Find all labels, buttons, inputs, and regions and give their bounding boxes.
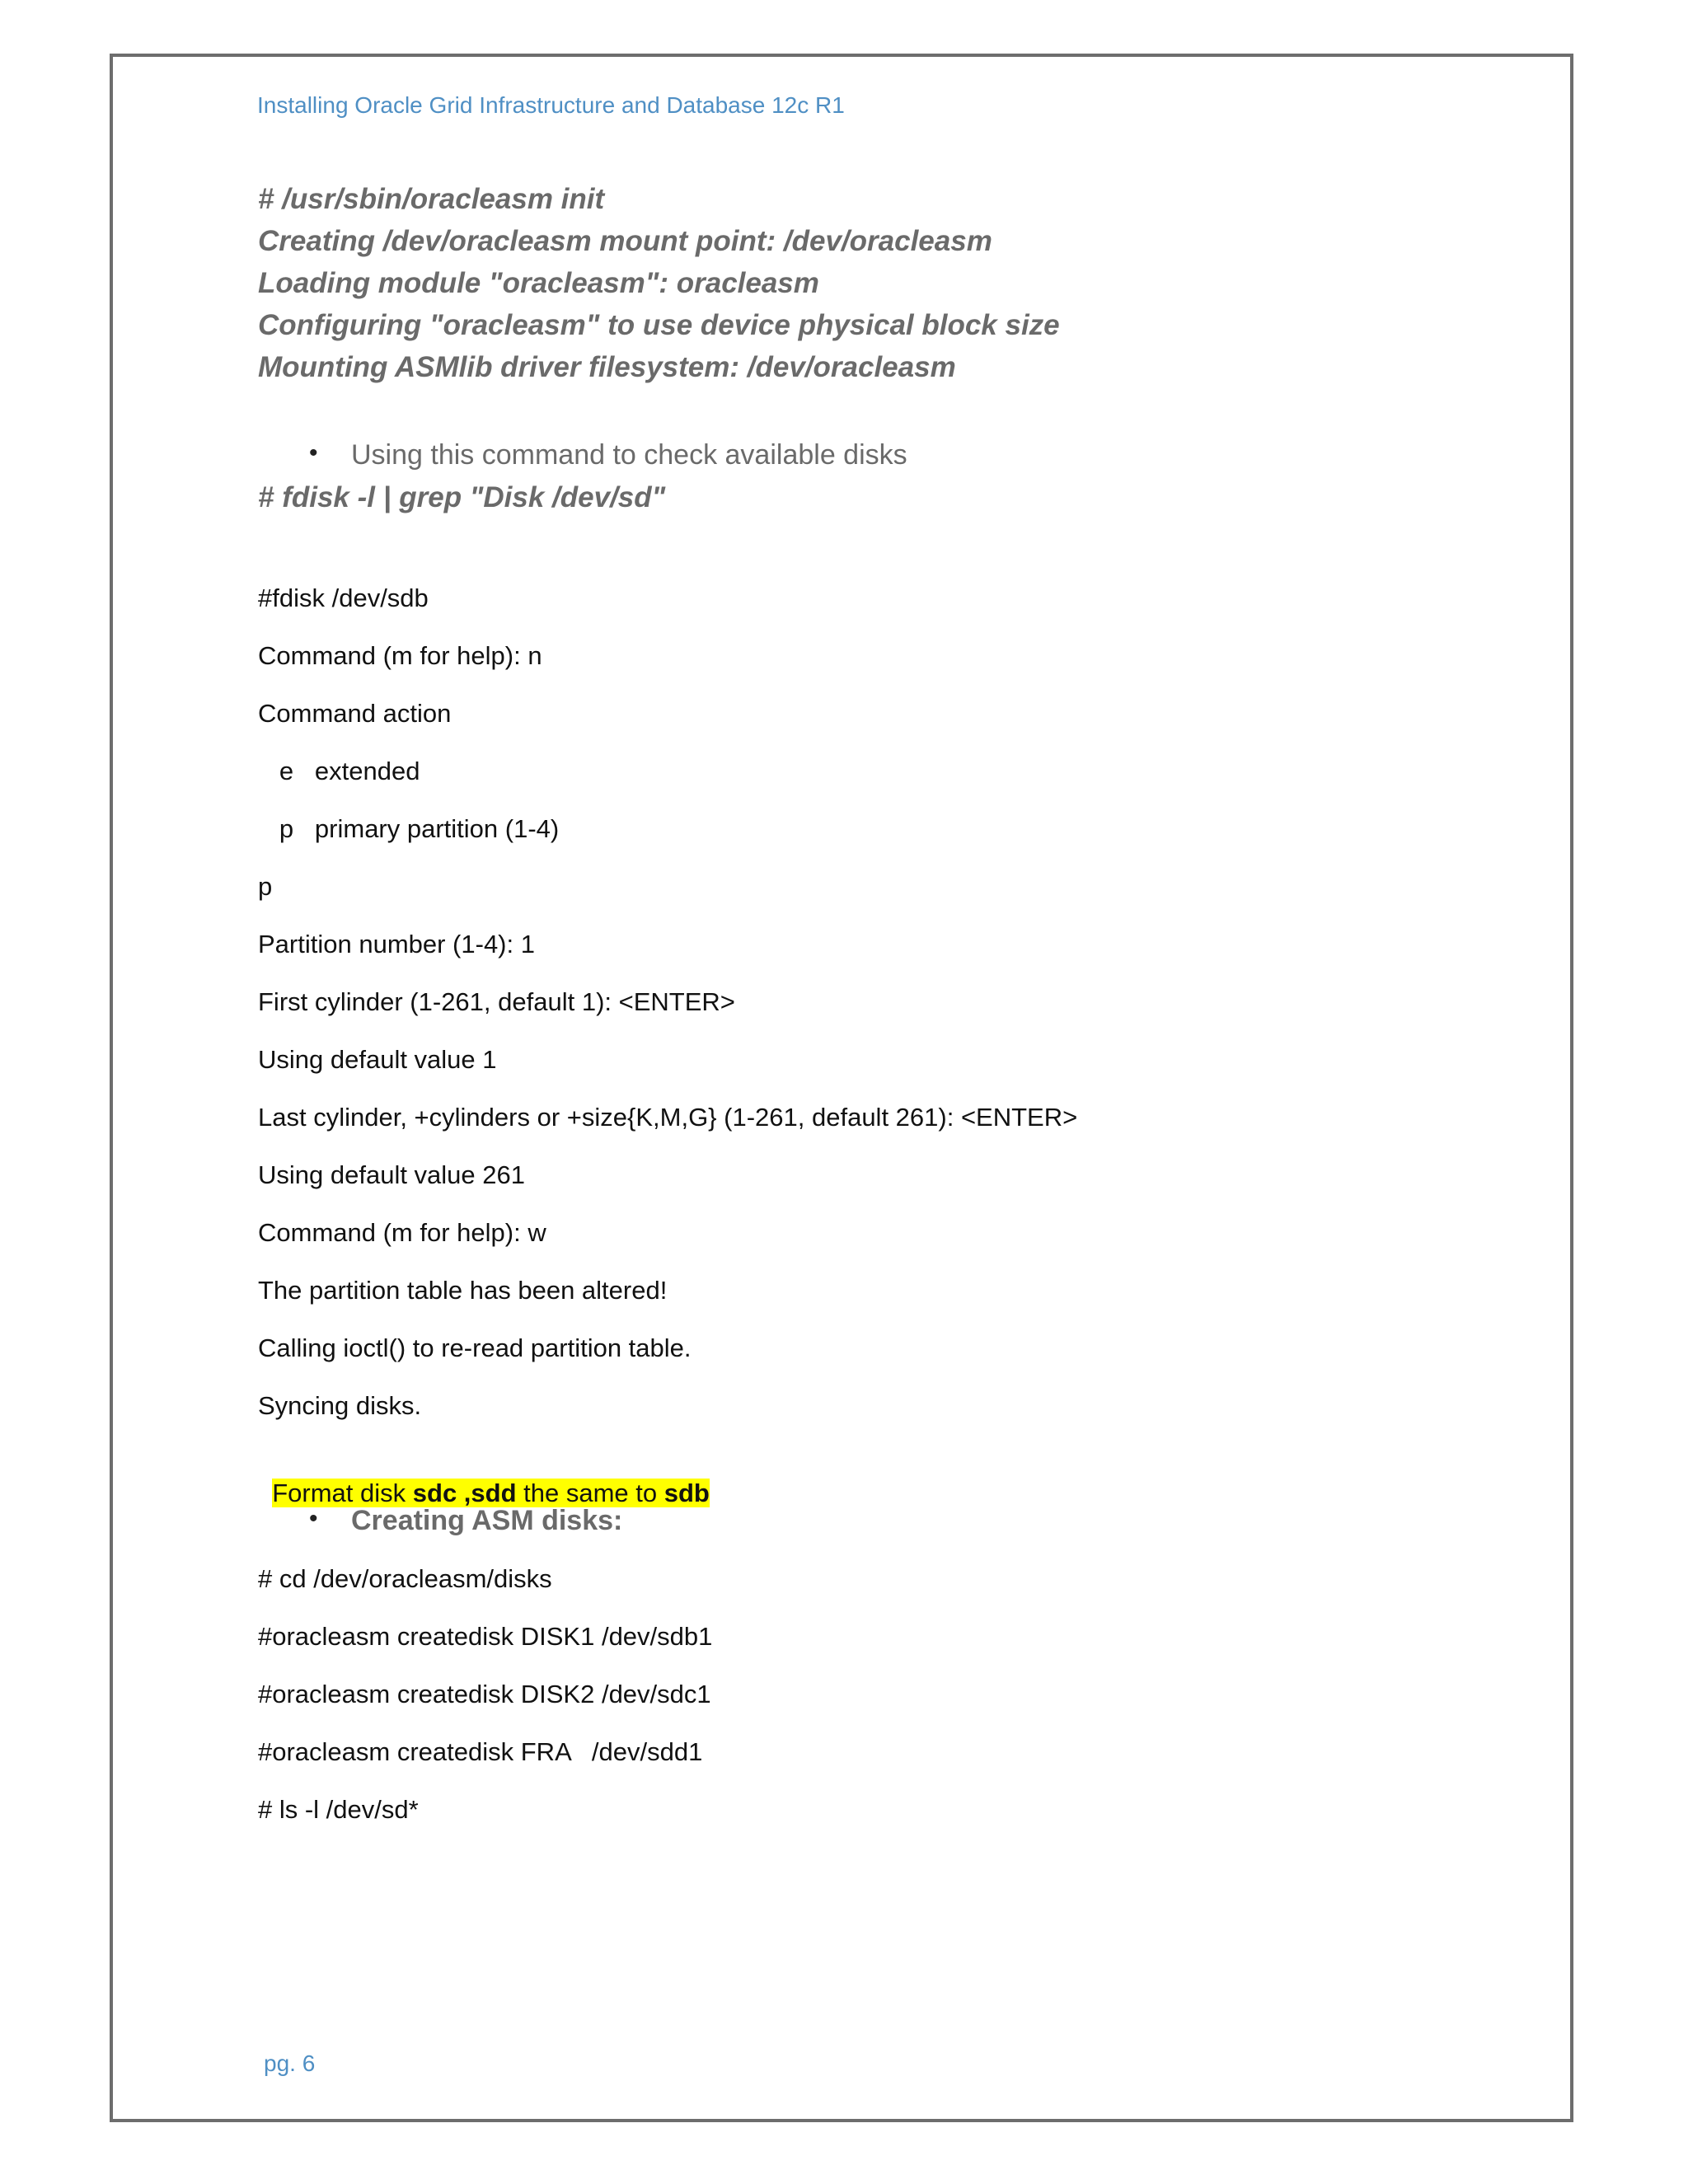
fdisk-line: Calling ioctl() to re-read partition table. <box>258 1333 692 1362</box>
bullet-icon: • <box>309 1505 318 1532</box>
fdisk-line: p <box>258 872 273 901</box>
code-line: # fdisk -l | grep "Disk /dev/sd" <box>258 481 666 513</box>
asm-command-line: #oracleasm createdisk DISK1 /dev/sdb1 <box>258 1622 713 1651</box>
format-disk-note <box>258 1449 710 1508</box>
asm-command-line: # ls -l /dev/sd* <box>258 1795 419 1824</box>
note-source-disk: sdb <box>663 1479 710 1507</box>
fdisk-line: Syncing disks. <box>258 1391 422 1420</box>
bullet-icon: • <box>309 439 318 466</box>
fdisk-line: p primary partition (1-4) <box>258 814 560 843</box>
code-line: Mounting ASMlib driver filesystem: /dev/oracleasm <box>258 351 956 383</box>
fdisk-line: #fdisk /dev/sdb <box>258 583 429 612</box>
asm-command-line: #oracleasm createdisk FRA /dev/sdd1 <box>258 1737 703 1766</box>
code-line: Creating /dev/oracleasm mount point: /dev/oracleasm <box>258 225 992 257</box>
fdisk-line: The partition table has been altered! <box>258 1276 668 1305</box>
fdisk-line: Using default value 261 <box>258 1160 526 1189</box>
fdisk-line: Using default value 1 <box>258 1045 497 1074</box>
bullet-text: Using this command to check available disks <box>351 439 907 471</box>
fdisk-line: Partition number (1-4): 1 <box>258 930 535 958</box>
note-text: Format disk <box>272 1479 413 1507</box>
page-number: pg. 6 <box>264 2050 316 2076</box>
note-text: the same to <box>516 1479 664 1507</box>
code-line: Configuring "oracleasm" to use device physical block size <box>258 309 1060 341</box>
fdisk-line: First cylinder (1-261, default 1): <ENTER> <box>258 987 735 1016</box>
asm-command-line: #oracleasm createdisk DISK2 /dev/sdc1 <box>258 1680 711 1708</box>
bullet-text: Creating ASM disks: <box>351 1505 623 1536</box>
fdisk-line: Command (m for help): n <box>258 641 542 670</box>
asm-command-line: # cd /dev/oracleasm/disks <box>258 1564 552 1593</box>
note-disks: sdc ,sdd <box>412 1479 517 1507</box>
code-line: # /usr/sbin/oracleasm init <box>258 183 605 215</box>
fdisk-line: Last cylinder, +cylinders or +size{K,M,G} (1-261, default 261): <ENTER> <box>258 1103 1078 1132</box>
highlighted-note <box>272 1479 710 1507</box>
fdisk-line: e extended <box>258 757 420 785</box>
fdisk-line: Command action <box>258 699 452 728</box>
fdisk-line: Command (m for help): w <box>258 1218 546 1247</box>
code-line: Loading module "oracleasm": oracleasm <box>258 267 819 299</box>
page-header: Installing Oracle Grid Infrastructure and Database 12c R1 <box>257 92 845 118</box>
